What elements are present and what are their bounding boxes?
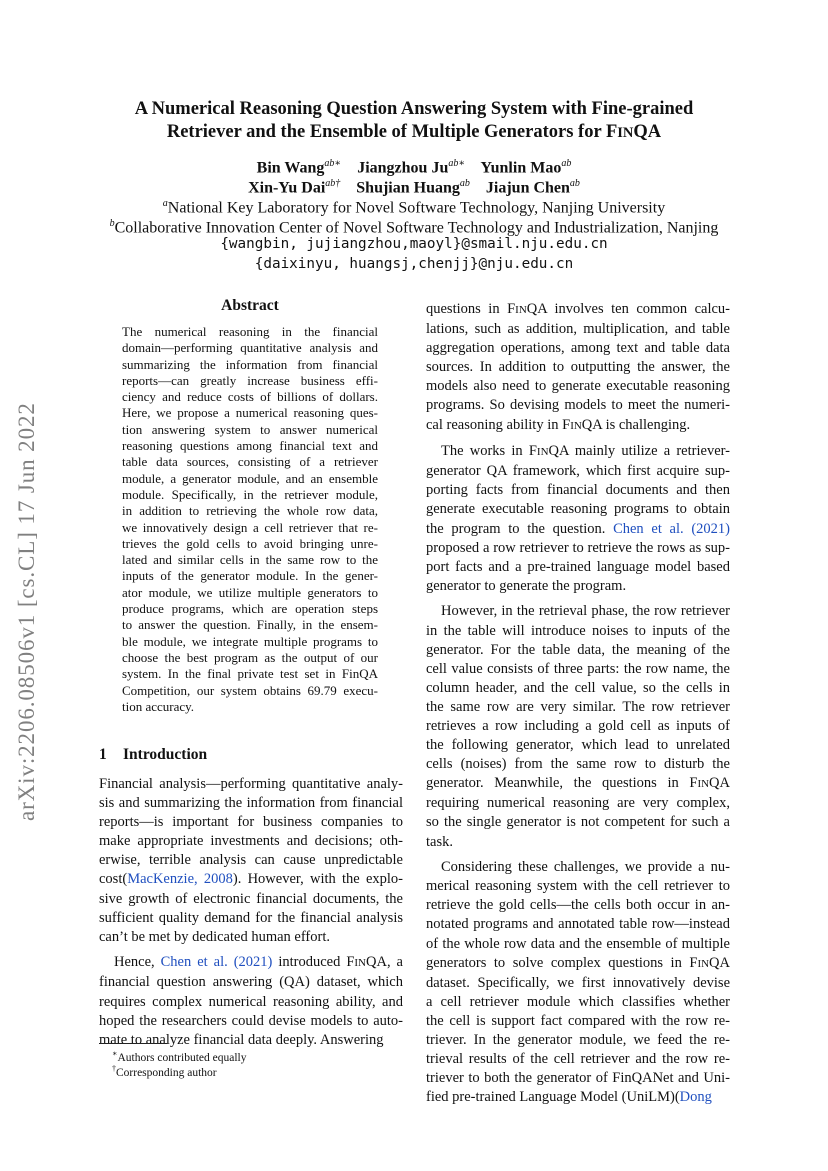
text-line: financial question answering (QA) dataset, which xyxy=(99,974,403,991)
text-line: proposed a row retriever to retrieve the rows as sup- xyxy=(426,539,730,556)
text-line: the same row are very similar. The row retriever xyxy=(426,698,730,715)
email-line-1: {wangbin, jujiangzhou,maoyl}@smail.nju.edu.cn xyxy=(220,236,608,252)
left-column-text xyxy=(99,775,403,1056)
abstract-line: inputs of the generator module. In the gener- xyxy=(122,568,378,584)
abstract-line: choose the best program as the output of our xyxy=(122,649,378,665)
abstract-line: to answer the question. Finally, in the ensem- xyxy=(122,617,378,633)
abstract-line: reasoning questions among financial text and xyxy=(122,438,378,454)
text-line: of the whole row data and the ensemble of multiple xyxy=(426,935,730,952)
text-line: retrieves a row including a gold cell as inputs of xyxy=(426,717,730,734)
paragraph xyxy=(426,602,730,851)
paper-title xyxy=(90,98,738,145)
affiliation-mark: b xyxy=(109,218,115,229)
text-line: so the single generator is not competent for such a xyxy=(426,814,730,831)
text-line: erwise, terrible analysis can cause unpredictable xyxy=(99,852,403,869)
text-line: cell value consists of three parts: the row name, the xyxy=(426,660,730,677)
text-line: The works in FINQA mainly utilize a retriever- xyxy=(441,443,730,460)
text-line: However, in the retrieval phase, the row retriever xyxy=(441,603,730,620)
text-line: column header, and the cell value, so the cells in xyxy=(426,679,730,696)
title-finqa-f: F xyxy=(605,122,618,142)
text-line: requires complex numerical reasoning ability, and xyxy=(99,993,403,1010)
abstract-line: domain—performing quantitative analysis and xyxy=(122,340,378,356)
footnote-mark: † xyxy=(112,1064,116,1073)
text-line: notated programs and annotated table row—instead xyxy=(426,916,730,933)
text-line: sources. In addition to outputting the answer, the xyxy=(426,359,730,376)
abstract-line: ciency and reduce costs of billions of dollars. xyxy=(122,389,378,405)
author-affil-sup: ab∗ xyxy=(448,158,466,169)
section-number: 1 xyxy=(99,746,107,763)
text-line: Considering these challenges, we provide a nu- xyxy=(441,859,730,876)
author-name: Jiajun Chen xyxy=(485,179,570,197)
section-title: Introduction xyxy=(123,746,208,763)
abstract-line: module. Specifically, in the retriever module, xyxy=(122,486,378,502)
text-line: task. xyxy=(426,833,453,850)
author-name: Shujian Huang xyxy=(356,179,460,197)
text-line: generators to solve complex questions in FINQA xyxy=(426,954,730,971)
text-line: in the table will introduce noises to inputs of the xyxy=(426,622,730,639)
right-column-text xyxy=(426,300,730,1114)
author-affil-sup: ab xyxy=(569,178,580,189)
text-line: reports—is important for business companies to xyxy=(99,814,403,831)
footnote-text: Corresponding author xyxy=(116,1066,217,1079)
text-line: fied pre-trained Language Model (UniLM)(Dong xyxy=(426,1089,712,1106)
abstract-line: in addition to retrieving the whole row data, xyxy=(122,503,378,519)
text-line: a cell retriever module which classifies whether xyxy=(426,993,730,1010)
abstract-body xyxy=(122,324,378,715)
affiliation-mark: a xyxy=(162,198,168,209)
email-line-2: {daixinyu, huangsj,chenjj}@nju.edu.cn xyxy=(254,256,574,272)
text-line: generator to generate the program. xyxy=(426,577,627,594)
text-line: dataset. Specifically, we first innovatively devise xyxy=(426,974,730,991)
text-line: hoped the researchers could devise models to auto- xyxy=(99,1012,403,1029)
text-line: generator QA framework, which first acquire sup- xyxy=(426,463,730,480)
title-line-2 xyxy=(90,121,738,145)
author-affil-sup: ab† xyxy=(325,178,341,189)
text-line: trieval results of the cell retriever and the row re- xyxy=(426,1051,730,1068)
abstract-line: reports—can greatly increase business effi- xyxy=(122,372,378,388)
text-line: generator. For the table data, the meaning of the xyxy=(426,641,730,658)
abstract-line: module, a generator module, and an ensemble xyxy=(122,470,378,486)
abstract-line: ble module, we integrate multiple programs to xyxy=(122,633,378,649)
abstract-line: tion accuracy. xyxy=(122,698,195,714)
text-line: can’t be met by dedicated human effort. xyxy=(99,928,330,945)
text-line: triever to both the generator of FinQANet and Uni- xyxy=(426,1070,730,1087)
text-line: questions in FINQA involves ten common calcu- xyxy=(426,301,730,317)
text-line: generator. Meanwhile, the questions in FINQA xyxy=(426,775,730,792)
footnote-text: Authors contributed equally xyxy=(117,1051,247,1064)
text-line: triever. In the generator module, we feed the re- xyxy=(426,1031,730,1048)
title-finqa-qa: QA xyxy=(633,122,662,142)
paragraph xyxy=(426,858,730,1107)
author-name: Bin Wang xyxy=(256,159,325,177)
text-line: lations, such as addition, multiplication, and table xyxy=(426,321,730,338)
text-line: generate executable reasoning programs to obtain xyxy=(426,501,730,518)
text-line: models also need to generate executable reasoning xyxy=(426,378,730,395)
text-line: the program to the question. Chen et al. (2021) xyxy=(426,520,730,537)
abstract-line: ator module, we utilize multiple generators to xyxy=(122,584,378,600)
abstract-line: system. In the final private test set in FinQA xyxy=(122,666,378,682)
abstract-line: tion answering system to answer numerical xyxy=(122,421,378,437)
text-line: make appropriate investments and decisions; oth- xyxy=(99,833,403,850)
abstract-line: table data sources, consisting of a retriever xyxy=(122,454,378,470)
text-line: sis and summarizing the information from financial xyxy=(99,795,403,812)
text-line: programs. So devising models to meet the numeri- xyxy=(426,397,730,414)
text-line: porting facts from financial documents and then xyxy=(426,482,730,499)
text-line: the following generator, which lead to unrelated xyxy=(426,737,730,754)
text-line: port facts and a pre-trained language model based xyxy=(426,558,730,575)
abstract-heading: Abstract xyxy=(221,297,279,314)
author-name: Jiangzhou Ju xyxy=(357,159,449,177)
paragraph xyxy=(426,300,730,436)
abstract-line: The numerical reasoning in the financial xyxy=(122,324,378,339)
abstract-line: summarizing the information from financial xyxy=(122,356,378,372)
paragraph xyxy=(426,442,730,596)
abstract-line: Competition, our system obtains 69.79 execu- xyxy=(122,682,378,698)
abstract-line: we innovatively design a cell retriever that re- xyxy=(122,519,378,535)
abstract-line: Here, we propose a numerical reasoning ques- xyxy=(122,405,378,421)
abstract-line: produce programs, which are operation steps xyxy=(122,601,378,617)
section-heading-introduction xyxy=(99,746,207,764)
paragraph xyxy=(99,953,403,1049)
title-line-1: A Numerical Reasoning Question Answering System with Fine-grained xyxy=(134,99,694,119)
footnote-corresponding xyxy=(112,1062,217,1080)
text-line: cells (noises) from the same row to disturb the xyxy=(426,756,730,773)
affiliation-text: National Key Laboratory for Novel Software Technology, Nanjing University xyxy=(167,199,666,217)
author-name: Yunlin Mao xyxy=(480,159,562,177)
text-line: cal reasoning ability in FINQA is challenging. xyxy=(426,416,691,433)
text-line: the cell is support fact compared with the row re- xyxy=(426,1012,730,1029)
abstract-line: lated and similar cells in the same row to the xyxy=(122,552,378,568)
paragraph xyxy=(99,775,403,947)
text-line: sufficient quality demand for the financial analysis xyxy=(99,909,403,926)
text-line: mate to analyze financial data deeply. Answering xyxy=(99,1031,384,1048)
text-line: cost(MacKenzie, 2008). However, with the explo- xyxy=(99,871,403,888)
footnote-mark: ∗ xyxy=(112,1049,118,1058)
text-line: requiring numerical reasoning are very complex, xyxy=(426,795,730,812)
text-line: sive growth of electronic financial documents, the xyxy=(99,890,403,907)
text-line: Financial analysis—performing quantitative analy- xyxy=(99,776,403,792)
title-finqa-smallcaps: IN xyxy=(617,125,634,141)
abstract-line: trieves the gold cells to avoid bringing unre- xyxy=(122,535,378,551)
author-affil-sup: ab∗ xyxy=(324,158,342,169)
author-affil-sup: ab xyxy=(459,178,470,189)
author-name: Xin-Yu Dai xyxy=(248,179,326,197)
text-line: retrieve the gold cells—the cells both occur in an- xyxy=(426,897,730,914)
affiliation-text: Collaborative Innovation Center of Novel Software Technology and Industrialization, Nanjing xyxy=(114,219,719,237)
arxiv-identifier: arXiv:2206.08506v1 [cs.CL] 17 Jun 2022 xyxy=(14,402,39,822)
text-line: merical reasoning system with the cell retriever to xyxy=(426,878,730,895)
text-line: Hence, Chen et al. (2021) introduced FINQA, a xyxy=(114,954,403,971)
title-line-2-text: Retriever and the Ensemble of Multiple Generators for xyxy=(166,122,606,142)
author-affil-sup: ab xyxy=(561,158,572,169)
text-line: aggregation operations, among text and table data xyxy=(426,340,730,357)
footnote-rule xyxy=(99,1043,167,1044)
